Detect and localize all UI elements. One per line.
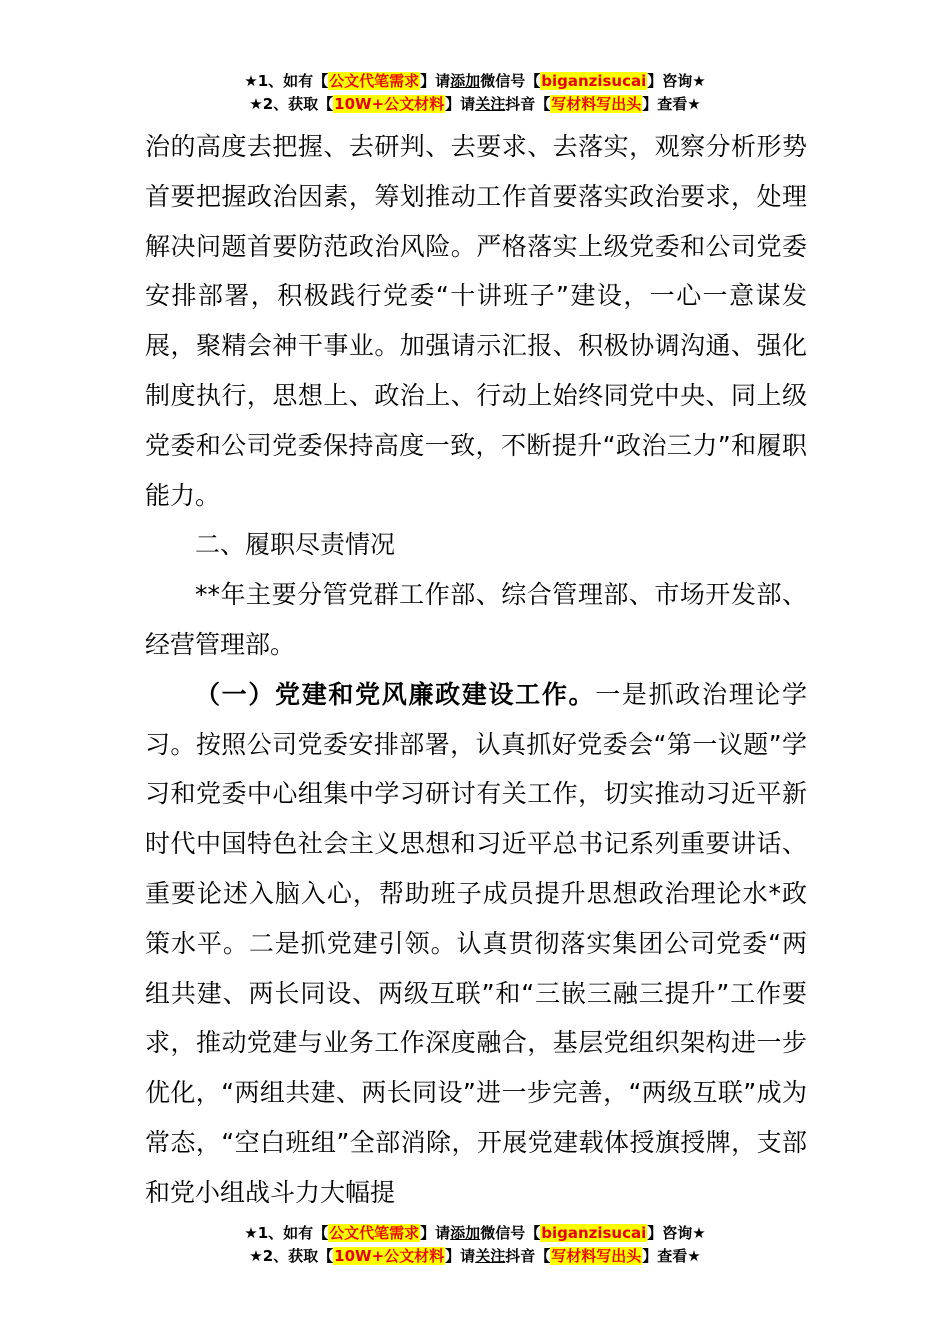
highlight-text: 10W+公文材料 — [334, 1247, 445, 1265]
paragraph: **年主要分管党群工作部、综合管理部、市场开发部、经营管理部。 — [145, 580, 807, 659]
promo-text: 】请 — [445, 1247, 476, 1265]
subsection-heading: （一）党建和党风廉政建设工作。 — [195, 679, 596, 709]
promo-line-2 — [0, 1245, 950, 1268]
douyin-account-highlight: 写材料写出头 — [551, 95, 642, 113]
promo-line-1 — [0, 1222, 950, 1245]
star-icon: ★ — [249, 1247, 263, 1265]
document-body — [145, 122, 807, 1218]
promo-text: 】查看 — [642, 1247, 688, 1265]
header-promo-banner — [0, 70, 950, 116]
promo-line-2 — [0, 93, 950, 116]
star-icon: ★ — [249, 95, 263, 113]
highlight-text: 公文代笔需求 — [329, 1224, 420, 1242]
promo-text: 1、如有【 — [257, 72, 329, 90]
underlined-text: 添加 — [450, 72, 481, 90]
paragraph-body: 一是抓政治理论学习。按照公司党委安排部署，认真抓好党委会“第一议题”学习和党委中心组集中学习研讨有关工作，切实推动习近平新时代中国特色社会主义思想和习近平总书记系列重要讲话、重要论述入脑入心，帮助班子成员提升思想政治理论水*政策水平。二是抓党建引领。认真贯彻落实集团公司党委“两组共建、两长同设、两级互联”和“三嵌三融三提升”工作要求，推动党建与业务工作深度融合，基层党组织架构进一步优化，“两组共建、两长同设”进一步完善，“两级互联”成为常态，“空白班组”全部消除，开展党建载体授旗授牌，支部和党小组战斗力大幅提 — [145, 679, 807, 1207]
promo-text: 】咨询 — [647, 1224, 693, 1242]
promo-text: 抖音【 — [505, 1247, 551, 1265]
promo-text: 2、获取【 — [262, 95, 334, 113]
section-heading: 二、履职尽责情况 — [195, 530, 396, 560]
douyin-account-highlight: 写材料写出头 — [551, 1247, 642, 1265]
promo-text: 】咨询 — [647, 72, 693, 90]
promo-text: 】请 — [445, 95, 476, 113]
star-icon: ★ — [244, 1224, 258, 1242]
star-icon: ★ — [244, 72, 258, 90]
star-icon: ★ — [687, 1247, 701, 1265]
underlined-text: 关注 — [475, 95, 506, 113]
promo-text: 微信号【 — [480, 72, 541, 90]
wechat-id-highlight: biganzisucai — [541, 1224, 647, 1242]
promo-text: 】请 — [420, 1224, 451, 1242]
promo-text: 】查看 — [642, 95, 688, 113]
highlight-text: 公文代笔需求 — [329, 72, 420, 90]
promo-text: 抖音【 — [505, 95, 551, 113]
star-icon: ★ — [687, 95, 701, 113]
underlined-text: 添加 — [450, 1224, 481, 1242]
promo-text: 微信号【 — [480, 1224, 541, 1242]
paragraph — [145, 670, 807, 1218]
paragraph: 治的高度去把握、去研判、去要求、去落实，观察分析形势首要把握政治因素，筹划推动工作首要落实政治要求，处理解决问题首要防范政治风险。严格落实上级党委和公司党委安排部署，积极践行党委“十讲班子”建设，一心一意谋发展，聚精会神干事业。加强请示汇报、积极协调沟通、强化制度执行，思想上、政治上、行动上始终同党中央、同上级党委和公司党委保持高度一致，不断提升“政治三力”和履职能力。 — [145, 132, 807, 510]
promo-text: 1、如有【 — [257, 1224, 329, 1242]
wechat-id-highlight: biganzisucai — [541, 72, 647, 90]
promo-line-1 — [0, 70, 950, 93]
highlight-text: 10W+公文材料 — [334, 95, 445, 113]
star-icon: ★ — [692, 1224, 706, 1242]
underlined-text: 关注 — [475, 1247, 506, 1265]
promo-text: 2、获取【 — [262, 1247, 334, 1265]
footer-promo-banner — [0, 1222, 950, 1268]
star-icon: ★ — [692, 72, 706, 90]
promo-text: 】请 — [420, 72, 451, 90]
